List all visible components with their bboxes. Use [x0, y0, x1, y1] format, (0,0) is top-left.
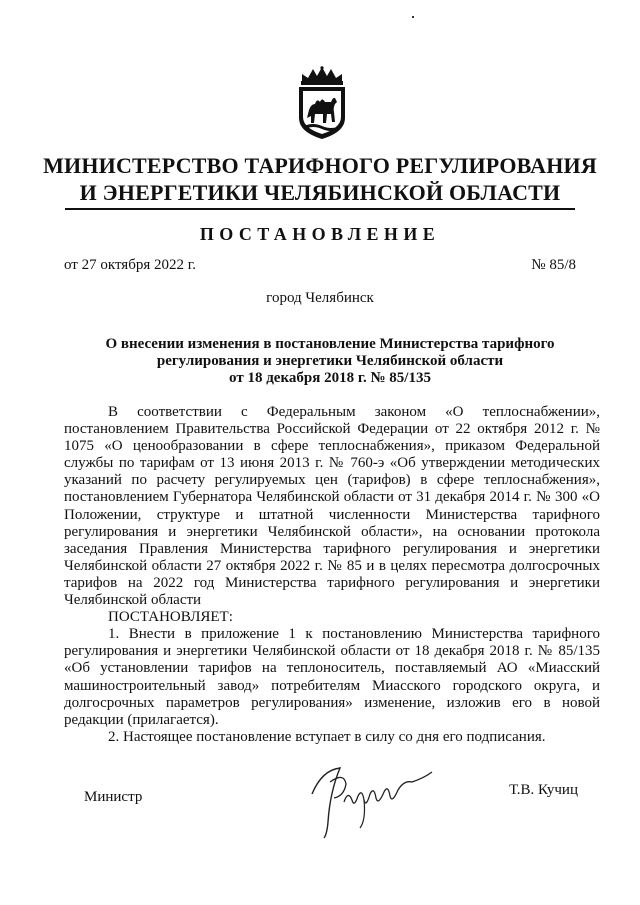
signatory-position: Министр [84, 789, 143, 805]
document-date: от 27 октября 2022 г. [64, 257, 196, 273]
organization-name [0, 152, 640, 206]
header-divider [65, 208, 575, 210]
organization-name-line2: И ЭНЕРГЕТИКИ ЧЕЛЯБИНСКОЙ ОБЛАСТИ [79, 180, 561, 205]
handwritten-signature [300, 762, 440, 842]
document-type: ПОСТАНОВЛЕНИЕ [199, 224, 441, 244]
item-1-paragraph: 1. Внести в приложение 1 к постановлению Министерства тарифного регулирования и энергетики Челябинской области от 18 декабря 2018 г. № 85/135 «Об установлении тарифов на теплоноситель, поставляемый АО «Миасский машиностроительный завод» потребителям Миасского городского округа, и долгосрочных параметров регулирования» изменение, изложив его в новой редакции (прилагается). [64, 626, 600, 728]
item-2-paragraph: 2. Настоящее постановление вступает в силу со дня его подписания. [108, 728, 546, 745]
document-number: № 85/8 [531, 257, 576, 273]
document-title-line2: регулирования и энергетики Челябинской области [156, 353, 504, 369]
document-title [90, 336, 570, 387]
coat-of-arms-icon [293, 66, 351, 140]
organization-name-line1: МИНИСТЕРСТВО ТАРИФНОГО РЕГУЛИРОВАНИЯ [43, 153, 597, 178]
document-body [64, 404, 600, 746]
decree-word: ПОСТАНОВЛЯЕТ: [108, 609, 233, 626]
signatory-name: Т.В. Кучиц [509, 782, 578, 798]
document-city: город Челябинск [266, 290, 374, 306]
document-title-line1: О внесении изменения в постановление Министерства тарифного [105, 336, 555, 352]
scan-speck [412, 16, 414, 18]
preamble-paragraph: В соответствии с Федеральным законом «О теплоснабжении», постановлением Правительства Российской Федерации от 22 октября 2012 г. № 1075 «О ценообразовании в сфере теплоснабжения», приказом Федеральной службы по тарифам от 13 июня 2013 г. № 760-э «Об утверждении методических указаний по расчету регулируемых цен (тарифов) в сфере теплоснабжения», постановлением Губернатора Челябинской области от 31 декабря 2014 г. № 300 «О Положении, структуре и штатной численности Министерства тарифного регулирования и энергетики Челябинской области», на основании протокола заседания Правления Министерства тарифного регулирования и энергетики Челябинской области 27 октября 2022 г. № 85 и в целях пересмотра долгосрочных тарифов на 2022 год Министерства тарифного регулирования и энергетики Челябинской области [64, 404, 600, 609]
document-title-line3: от 18 декабря 2018 г. № 85/135 [229, 370, 431, 386]
